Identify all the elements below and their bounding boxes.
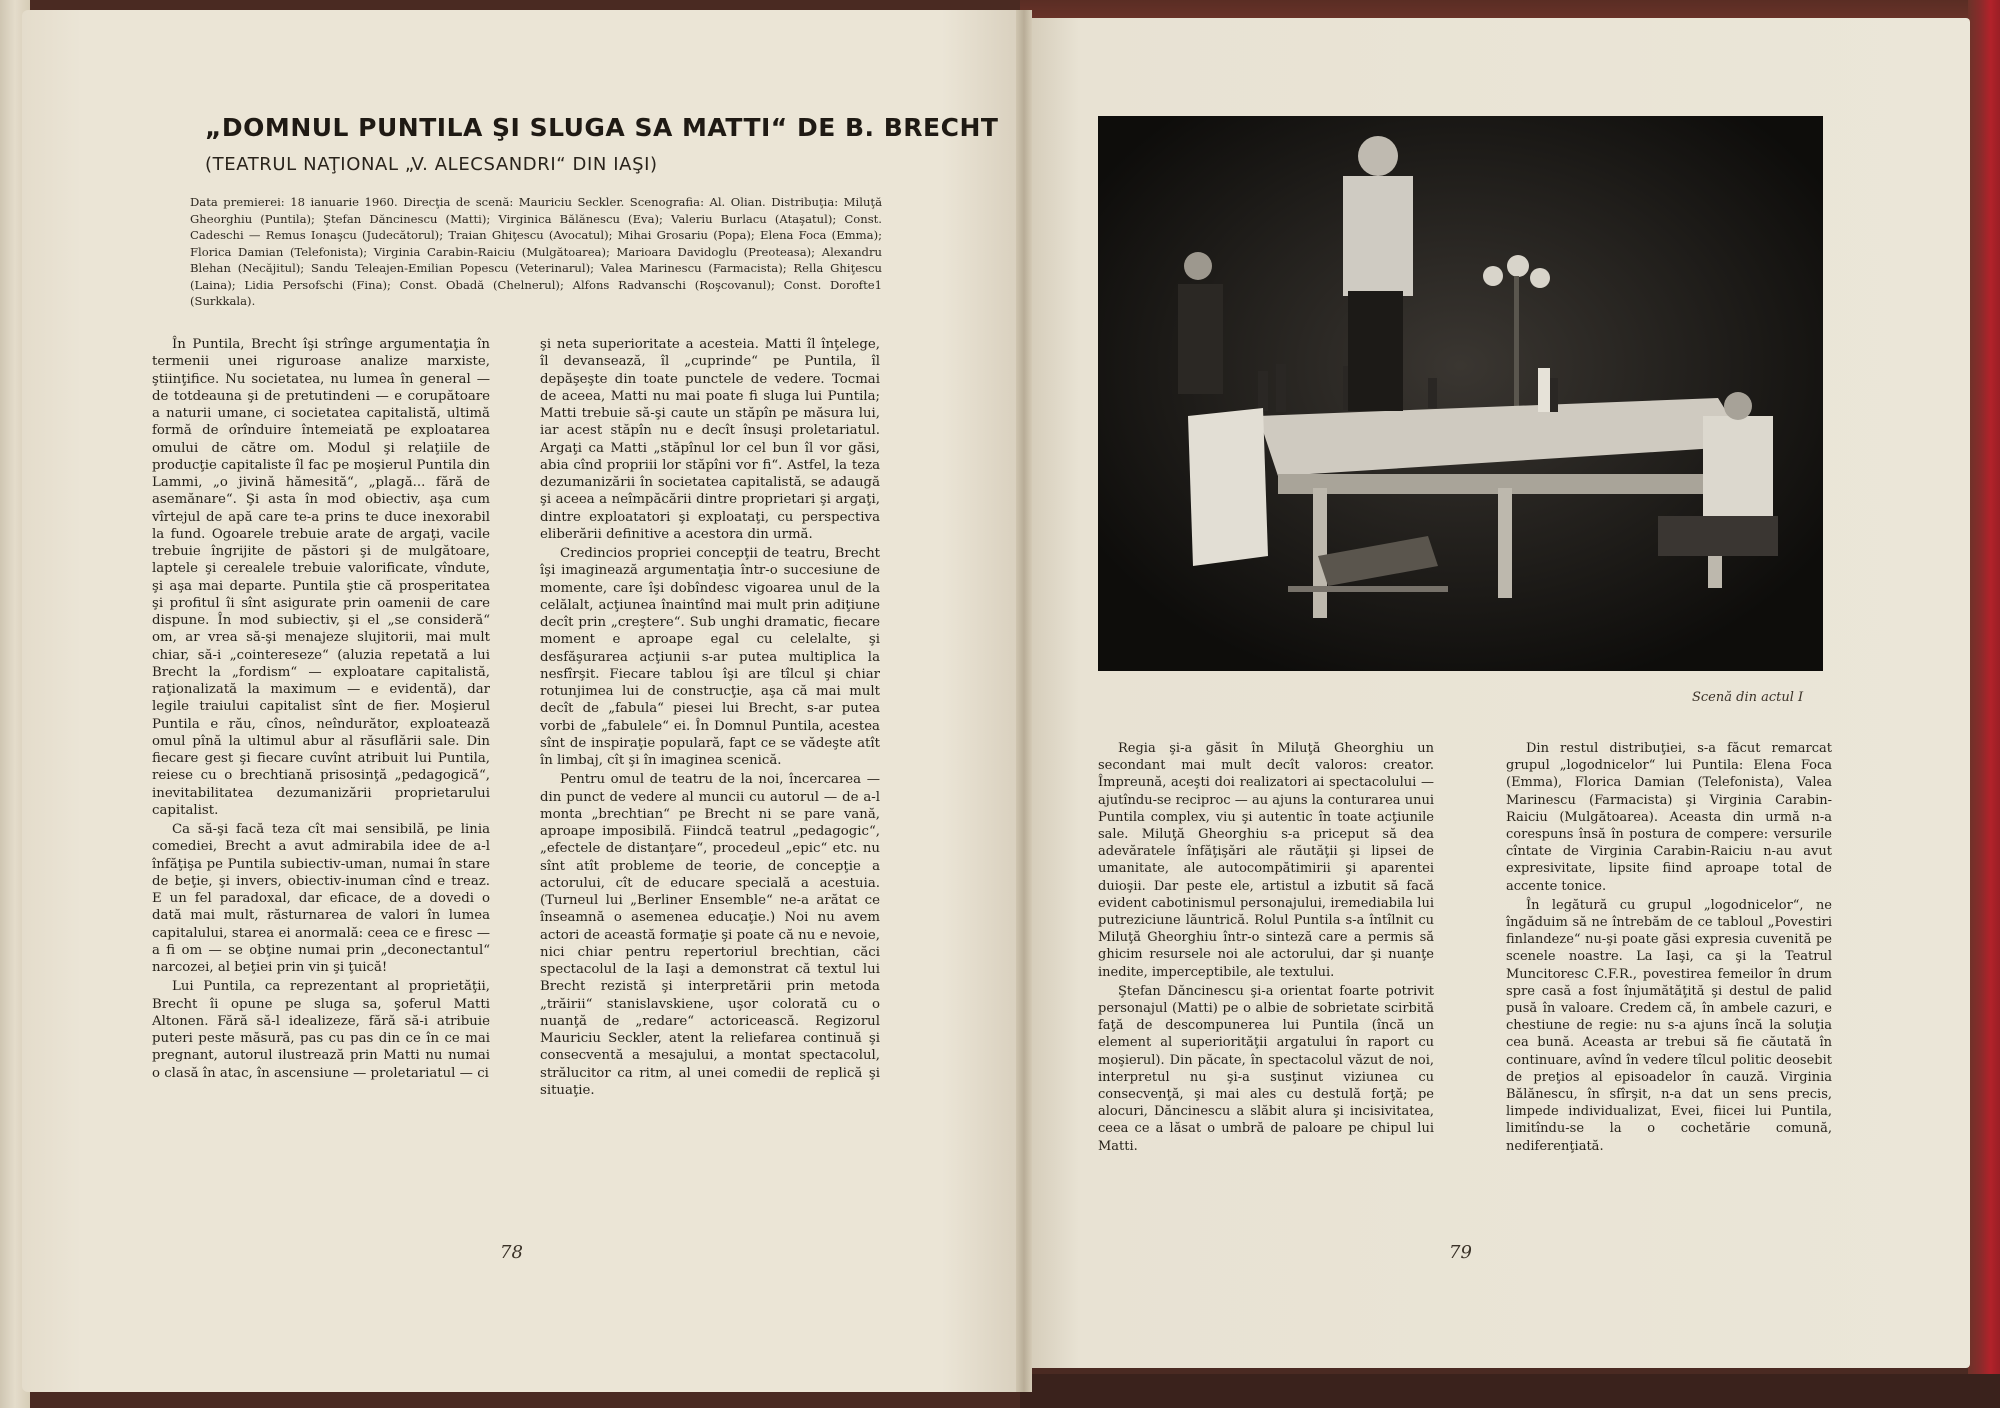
stage-scene-image bbox=[1098, 116, 1823, 671]
paragraph: Ştefan Dăncinescu şi-a orientat foarte potrivit personajul (Matti) pe o albie de sobrietate scirbită faţă de descompunerea lui Puntila (încă un element al superiorităţii argatului în raport cu moşierul). Din păcate, în spectacolul văzut de noi, interpretul nu şi-a susţinut viziunea cu consecvenţă, şi mai ales cu destulă forţă; pe alocuri, Dăncinescu a slăbit alura şi incisivitatea, ceea ce a lăsat o umbră de paloare pe chipul lui Matti. bbox=[1098, 983, 1434, 1154]
book-cover-bottom bbox=[1020, 1374, 2000, 1408]
stage-photo bbox=[1098, 116, 1823, 671]
text-column-2 bbox=[540, 336, 880, 1099]
paragraph: În legătură cu grupul „logodnicelor“, ne îngăduim să ne întrebăm de ce tabloul „Povestiri finlandeze“ nu-şi poate găsi expresia cuvenită pe scenele noastre. La Iaşi, ca şi la Teatrul Muncitoresc C.F.R., povestirea femeilor în drum spre casă a fost înjumătăţită şi destul de palid pusă în valoare. Credem că, în ambele cazuri, e chestiune de regie: nu s-a ajuns încă la soluţia cea bună. Aceasta ar trebui să fie căutată în continuare, avînd în vedere tîlcul politic deosebit de preţios al episoadelor în cauză. Virginia Bălănescu, în sfîrşit, n-a dat un sens precis, limpede individualizat, Evei, fiicei lui Puntila, limitîndu-se la o cochetărie comună, nediferenţiată. bbox=[1506, 897, 1832, 1154]
book-gutter bbox=[1016, 10, 1032, 1392]
paragraph: În Puntila, Brecht îşi strînge argumentaţia în termenii unei riguroase analize marxiste, ştiinţifice. Nu societatea, nu lumea în general — de totdeauna şi de pretutindeni — e corupătoare a naturii umane, ci societatea capitalistă, ultimă formă de orînduire întemeiată pe exploatarea omului de către om. Modul şi relaţiile de producţie capitaliste îl fac pe moşierul Puntila din Lammi, „o jivină hămesită“, „plagă... fără de asemănare“. Şi asta în mod obiectiv, aşa cum vîrtejul de apă care te-a prins te duce inexorabil la fund. Ogoarele trebuie arate de argaţi, vacile trebuie îngrijite de păstori şi de mulgătoare, laptele şi cerealele trebuie valorificate, vîndute, şi aşa mai departe. Puntila ştie că prosperitatea şi profitul îi sînt asigurate prin oamenii de care dispune. În mod subiectiv, şi el „se consideră“ om, ar vrea să-şi menajeze slujitorii, mai mult chiar, să-i „cointereseze“ (aluzia repetată a lui Brecht la „fordism“ — exploatare capitalistă, raţionalizată la maximum — e evidentă), dar legile traiului capitalist sînt de fier. Moşierul Puntila e rău, cînos, neîndurător, exploatează omul pînă la ultimul abur al răsuflării sale. Din fiecare gest şi fiecare cuvînt atribuit lui Puntila, reiese cu o brechtiană prisosinţă „pedagogică“, inevitabilitatea dezumanizării proprietarului capitalist. bbox=[152, 337, 490, 818]
page-number-right: 79 bbox=[1449, 1242, 1472, 1263]
text-column-1 bbox=[152, 336, 490, 1082]
book-cover-right bbox=[1968, 0, 2000, 1408]
text-column-4 bbox=[1506, 740, 1832, 1155]
paragraph: Credincios propriei concepţii de teatru, Brecht îşi imaginează argumentaţia într-o succesiune de momente, care îşi dobîndesc vigoarea unul de la celălalt, acţiunea înaintînd mai mult prin adiţiune decît prin „creştere“. Sub unghi dramatic, fiecare moment e aproape egal cu celelalte, şi desfăşurarea acţiunii s-ar putea multiplica la nesfîrşit. Fiecare tablou îşi are tîlcul şi chiar rotunjimea lui de construcţie, aşa că mai mult decît de „fabula“ piesei lui Brecht, s-ar putea vorbi de „fabulele“ ei. În Domnul Puntila, acestea sînt de inspiraţie populară, fapt ce se vădeşte atît în limbaj, cît şi în imaginea scenică. bbox=[540, 546, 880, 768]
production-credits: Data premierei: 18 ianuarie 1960. Direcţia de scenă: Mauriciu Seckler. Scenografia: Al. Olian. Distribuţia: Miluţă Gheorghiu (Puntila); Ştefan Dăncinescu (Matti); Virginica Bălănescu (Eva); Valeriu Burlacu (Ataşatul); Const. Cadeschi — Remus Ionaşcu (Judecătorul); Traian Ghiţescu (Avocatul); Mihai Grosariu (Popa); Elena Foca (Emma); Florica Damian (Telefonista); Virginia Carabin-Raiciu (Mulgătoarea); Marioara Davidoglu (Preoteasa); Alexandru Blehan (Necăjitul); Sandu Teleajen-Emilian Popescu (Veterinarul); Valea Marinescu (Farmacista); Rella Ghiţescu (Laina); Lidia Persofschi (Fina); Const. Obadă (Chelnerul); Alfons Radvanschi (Roşcovanul); Const. Dorofte1 (Surkkala). bbox=[190, 195, 882, 308]
paragraph: şi neta superioritate a acesteia. Matti îl înţelege, îl devansează, îl „cuprinde“ pe Puntila, îl depăşeşte din toate punctele de vedere. Tocmai de aceea, Matti nu mai poate fi sluga lui Puntila; Matti trebuie să-şi caute un stăpîn pe măsura lui, iar acest stăpîn nu e decît însuşi proletariatul. Argaţi ca Matti „stăpînul lor cel bun îl vor găsi, abia cînd propriii lor stăpîni vor fi“. Astfel, la teza dezumanizării în societatea capitalistă, se adaugă şi aceea a neîmpăcării dintre proprietari şi argaţi, dintre exploatatori şi exploataţi, cu perspectiva eliberării definitive a acestora din urmă. bbox=[540, 337, 880, 542]
photo-caption: Scenă din actul I bbox=[1692, 690, 1804, 705]
paragraph: Regia şi-a găsit în Miluţă Gheorghiu un secondant mai mult decît valoros: creator. Împreună, aceşti doi realizatori ai spectacolului — ajutîndu-se reciproc — au ajuns la conturarea unui Puntila complex, viu şi autentic în toate acţiunile sale. Miluţă Gheorghiu s-a priceput să dea adevăratele înfăţişări ale răutăţii şi lipsei de umanitate, ale autocompătimirii şi aparentei duioşii. Dar peste ele, artistul a izbutit să facă evident cabotinismul personajului, iremediabila lui putreziciune lăuntrică. Rolul Puntila s-a întîlnit cu Miluţă Gheorghiu într-o sinteză care a permis să ghicim resursele noi ale actorului, dar şi nuanţe inedite, imperceptibile, ale textului. bbox=[1098, 741, 1434, 980]
paragraph: Pentru omul de teatru de la noi, încercarea — din punct de vedere al muncii cu autorul — de a-l monta „brechtian“ pe Brecht ni se pare vană, aproape imposibilă. Fiindcă teatrul „pedagogic“, „efectele de distanţare“, procedeul „epic“ etc. nu sînt atît probleme de teorie, de concepţie a actorului, cît de educare specială a acestuia. (Turneul lui „Berliner Ensemble“ ne-a arătat ce înseamnă o asemenea educaţie.) Noi nu avem actori de această formaţie şi poate că nu e nevoie, nici chiar pentru repertoriul brechtian, căci spectacolul de la Iaşi a demonstrat că textul lui Brecht rezistă şi interpretării prin metoda „trăirii“ stanislavskiene, uşor colorată cu o nuanţă de „redare“ actoricească. Regizorul Mauriciu Seckler, atent la reliefarea continuă şi consecventă a mesajului, a montat spectacolul, strălucitor ca ritm, al unei comedii de replică şi situaţie. bbox=[540, 772, 880, 1098]
paragraph: Din restul distribuţiei, s-a făcut remarcat grupul „logodnicelor“ lui Puntila: Elena Foca (Emma), Florica Damian (Telefonista), Valea Marinescu (Farmacista) şi Virginia Carabin-Raiciu (Mulgătoarea). Aceasta din urmă n-a corespuns însă în postura de compere: versurile cîntate de Virginia Carabin-Raiciu n-au avut expresivitate, lipsite fiind aproape total de accente tonice. bbox=[1506, 741, 1832, 894]
text-column-3 bbox=[1098, 740, 1434, 1155]
paragraph: Lui Puntila, ca reprezentant al proprietăţii, Brecht îi opune pe sluga sa, şoferul Matti Altonen. Fără să-l idealizeze, fără să-i atribuie puteri peste măsură, pas cu pas din ce în ce mai pregnant, autorul ilustrează prin Matti nu numai o clasă în atac, în ascensiune — proletariatul — ci bbox=[152, 979, 490, 1081]
paragraph: Ca să-şi facă teza cît mai sensibilă, pe linia comediei, Brecht a avut admirabila idee de a-l înfăţişa pe Puntila subiectiv-uman, numai în stare de beţie, şi invers, obiectiv-inuman cînd e treaz. E un fel paradoxal, dar eficace, de a dovedi o dată mai mult, răsturnarea de valori în lumea capitalului, starea ei anormală: ceea ce e firesc — a fi om — se obţine numai prin „deconectantul“ narcozei, al beţiei prin vin şi ţuică! bbox=[152, 822, 490, 975]
article-title: „DOMNUL PUNTILA ŞI SLUGA SA MATTI“ DE B. BRECHT bbox=[205, 113, 999, 142]
article-subtitle: (TEATRUL NAŢIONAL „V. ALECSANDRI“ DIN IAŞI) bbox=[205, 154, 658, 175]
page-number-left: 78 bbox=[500, 1242, 523, 1263]
